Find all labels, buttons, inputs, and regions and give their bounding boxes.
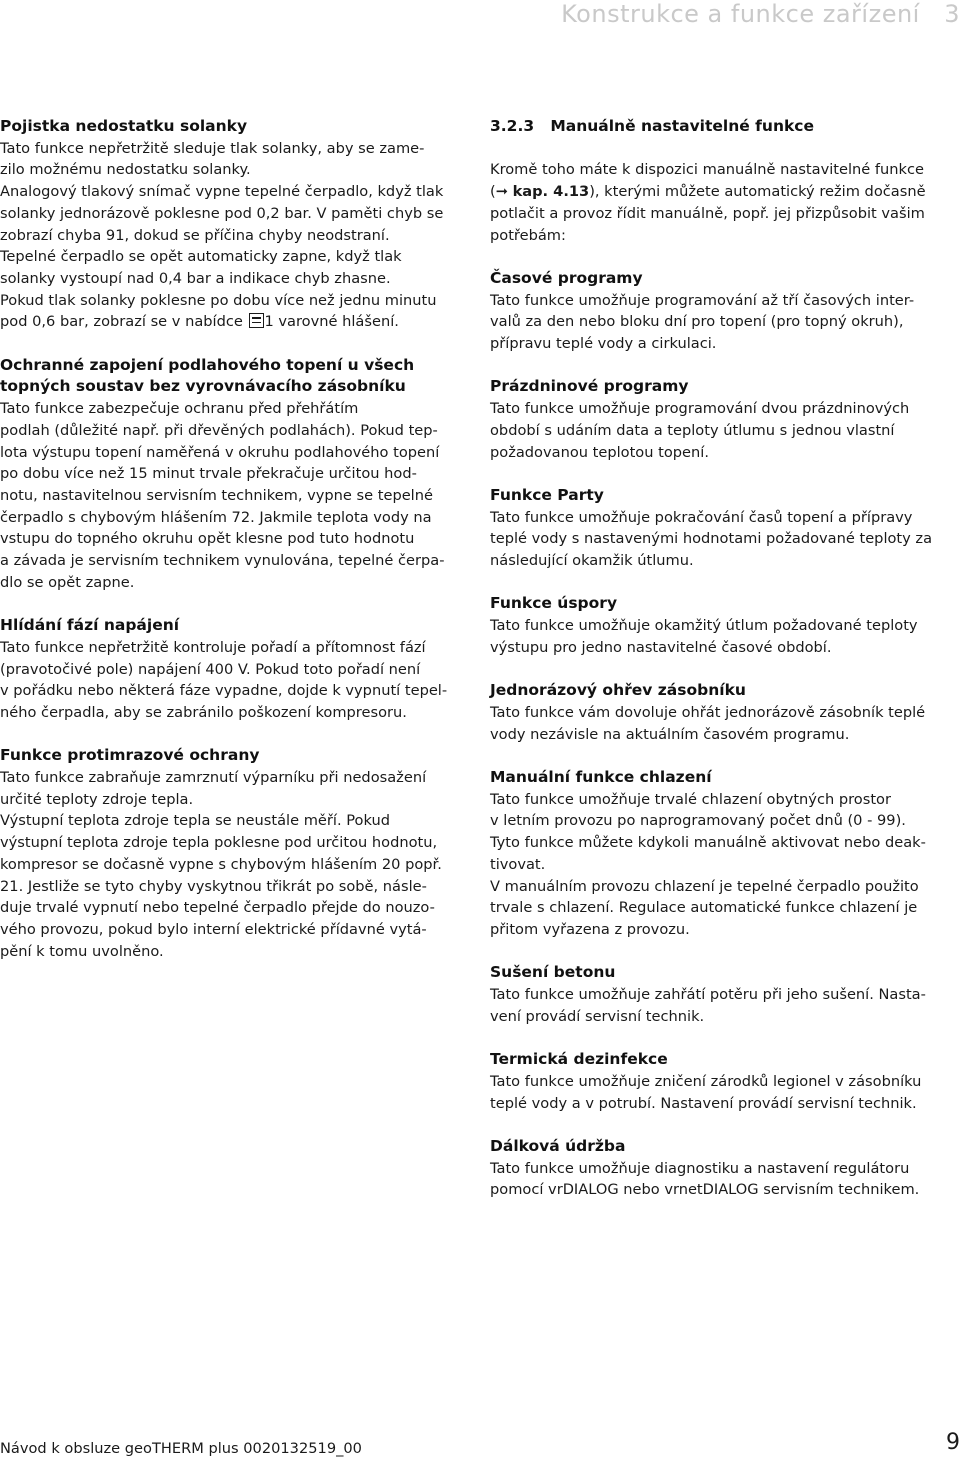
section-one-time-tank-heating	[490, 680, 960, 745]
section-heading: Sušení betonu	[490, 963, 616, 982]
text-line: zilo možnému nedostatku solanky.	[0, 161, 251, 179]
text-line: potřebám:	[490, 226, 566, 244]
section-body	[0, 138, 470, 333]
text-line: následující okamžik útlumu.	[490, 552, 694, 569]
section-manual-functions-intro	[490, 116, 960, 246]
section-remote-maintenance	[490, 1136, 960, 1201]
text-line: Tyto funkce můžete kdykoli manuálně aktivovat nebo deak-	[490, 834, 926, 852]
text-line: teplé vody a v potrubí. Nastavení provádí servisní technik.	[490, 1094, 917, 1112]
text-line: zobrazí chyba 91, dokud se příčina chyby neodstraní.	[0, 226, 390, 244]
section-thermal-disinfection	[490, 1049, 960, 1114]
text-fragment: pod 0,6 bar, zobrazí se v nabídce	[0, 313, 248, 331]
text-line: Tato funkce zabezpečuje ochranu před přehřátím	[0, 400, 359, 418]
chapter-reference: kap. 4.13	[512, 183, 590, 201]
text-line: kompresor se dočasně vypne s chybovým hlášením 20 popř.	[0, 855, 442, 873]
text-line: požadovanou teplotou topení.	[490, 443, 709, 461]
section-heading: Termická dezinfekce	[490, 1050, 668, 1069]
text-line: určité teploty zdroje tepla.	[0, 790, 194, 808]
text-line: Tato funkce umožňuje zničení zárodků legionel v zásobníku	[490, 1072, 922, 1090]
section-heading: Pojistka nedostatku solanky	[0, 117, 248, 135]
text-line: vody nezávisle na aktuálním časovém programu.	[490, 725, 850, 743]
text-line: Tato funkce umožňuje diagnostiku a nastavení regulátoru	[490, 1159, 910, 1177]
section-body	[0, 398, 470, 593]
text-line: lota výstupu topení naměřená v okruhu podlahového topení	[0, 443, 440, 461]
text-line: Kromě toho máte k dispozici manuálně nastavitelné funkce	[490, 161, 925, 179]
text-line: Tato funkce umožňuje programování až tří časových inter-	[490, 291, 915, 309]
section-body	[490, 984, 960, 1027]
text-line: 21. Jestliže se tyto chyby vyskytnou třikrát po sobě, násle-	[0, 877, 427, 895]
text-line: tivovat.	[490, 855, 546, 873]
text-line: podlah (důležité např. při dřevěných podlahách). Pokud tep-	[0, 421, 438, 439]
section-holiday-programs	[490, 376, 960, 463]
text-line: Tato funkce vám dovoluje ohřát jednorázově zásobník teplé	[490, 703, 926, 721]
text-line: přitom vyřazena z provozu.	[490, 920, 690, 938]
text-line: Tato funkce nepřetržitě kontroluje pořadí a přítomnost fází	[0, 638, 426, 656]
text-line: V manuálním provozu chlazení je tepelné čerpadlo použito	[490, 877, 919, 895]
text-line: čerpadlo s chybovým hlášením 72. Jakmile teplota vody na	[0, 508, 432, 526]
page-number: 9	[946, 1430, 960, 1455]
text-line: v letním provozu po naprogramovaný počet dnů (0 - 99).	[490, 812, 906, 830]
text-line: Analogový tlakový snímač vypne tepelné čerpadlo, když tlak	[0, 183, 444, 201]
text-line: ného čerpadla, aby se zabránilo poškození kompresoru.	[0, 703, 407, 721]
section-body	[0, 637, 470, 724]
section-heading	[0, 355, 470, 398]
text-line: Pokud tlak solanky poklesne po dobu více než jednu minutu	[0, 291, 437, 309]
text-line: vého provozu, pokud bylo interní elektrické přídavné vytá-	[0, 920, 427, 938]
section-party-function	[490, 485, 960, 572]
text-line: Výstupní teplota zdroje tepla se neustále měří. Pokud	[0, 812, 390, 830]
text-line: notu, nastavitelnou servisním technikem, vypne se tepelné	[0, 486, 433, 504]
text-line: potlačit a provoz řídit manuálně, popř. jej přizpůsobit vašim	[490, 204, 925, 222]
text-line: výstupní teplota zdroje tepla poklesne pod určitou hodnotu,	[0, 834, 438, 852]
section-body	[490, 290, 960, 355]
section-heading: Manuální funkce chlazení	[490, 767, 712, 786]
section-heading: Funkce úspory	[490, 594, 618, 613]
text-line: valů za den nebo bloku dní pro topení (pro topný okruh),	[490, 313, 904, 331]
section-heading: 3.2.3 Manuálně nastavitelné funkce	[490, 117, 814, 135]
text-line: (pravotočivé pole) napájení 400 V. Pokud toto pořadí není	[0, 660, 421, 678]
section-body	[490, 159, 960, 246]
text-line: Tato funkce umožňuje programování dvou prázdninových	[490, 400, 910, 418]
text-fragment: ), kterými můžete automatický režim dočasně	[589, 183, 926, 201]
section-heading: Jednorázový ohřev zásobníku	[490, 681, 746, 700]
left-column	[0, 116, 470, 984]
text-line: solanky vystoupí nad 0,4 bar a indikace chyb zhasne.	[0, 269, 391, 287]
heading-line: Ochranné zapojení podlahového topení u všech	[0, 355, 415, 374]
section-frost-protection	[0, 745, 470, 962]
text-line: pomocí vrDIALOG nebo vrnetDIALOG servisním technikem.	[490, 1181, 920, 1199]
text-line: výstupu pro jedno nastavitelné časové období.	[490, 638, 832, 656]
text-line: a závada je servisním technikem vynulována, tepelné čerpa-	[0, 552, 445, 570]
section-body	[490, 702, 960, 745]
footer-document-title: Návod k obsluze geoTHERM plus 0020132519_00	[0, 1440, 362, 1457]
page-header	[0, 0, 960, 30]
menu-list-icon	[249, 313, 264, 328]
text-line: přípravu teplé vody a cirkulaci.	[490, 335, 717, 352]
section-body	[490, 507, 960, 572]
text-line: Tato funkce umožňuje trvalé chlazení obytných prostor	[490, 790, 891, 808]
text-line: solanky jednorázově poklesne pod 0,2 bar. V paměti chyb se	[0, 204, 444, 222]
text-line: Tato funkce umožňuje zahřátí potěru při jeho sušení. Nasta-	[490, 986, 926, 1003]
text-line: Tato funkce umožňuje okamžitý útlum požadované teploty	[490, 617, 918, 635]
section-concrete-drying	[490, 962, 960, 1027]
text-line: vení provádí servisní technik.	[490, 1007, 705, 1025]
text-line: dlo se opět zapne.	[0, 573, 135, 591]
section-body	[490, 1158, 960, 1201]
header-title: Konstrukce a funkce zařízení 3	[561, 0, 960, 28]
text-fragment: 1 varovné hlášení.	[264, 313, 399, 331]
section-body	[490, 615, 960, 658]
text-line: vstupu do topného okruhu opět klesne pod tuto hodnotu	[0, 530, 415, 548]
section-heading: Funkce Party	[490, 485, 604, 504]
text-line	[0, 311, 470, 333]
text-line: Tato funkce umožňuje pokračování časů topení a přípravy	[490, 508, 913, 526]
section-body	[490, 398, 960, 463]
section-heading: Časové programy	[490, 268, 643, 287]
heading-line: topných soustav bez vyrovnávacího zásobníku	[0, 377, 406, 396]
section-body	[490, 789, 960, 941]
section-time-programs	[490, 268, 960, 355]
text-line: trvale s chlazení. Regulace automatické funkce chlazení je	[490, 899, 918, 917]
page-footer	[0, 1430, 960, 1466]
text-line: teplé vody s nastavenými hodnotami požadované teploty za	[490, 530, 933, 548]
right-column	[490, 116, 960, 1223]
section-heading: Dálková údržba	[490, 1136, 626, 1155]
text-line: pění k tomu uvolněno.	[0, 942, 164, 960]
text-line	[490, 181, 960, 203]
text-line: po dobu více než 15 minut trvale překračuje určitou hod-	[0, 465, 417, 483]
text-line: období s udáním data a teploty útlumu s jednou vlastní	[490, 421, 895, 439]
section-brine-protection	[0, 116, 470, 333]
section-heading: Prázdninové programy	[490, 377, 689, 396]
section-phase-monitoring	[0, 615, 470, 724]
section-manual-cooling	[490, 767, 960, 941]
text-line: v pořádku nebo některá fáze vypadne, dojde k vypnutí tepel-	[0, 682, 448, 700]
text-fragment: (➞	[490, 183, 513, 201]
section-heading: Hlídání fází napájení	[0, 616, 180, 635]
section-floor-heating-protection	[0, 355, 470, 594]
section-body	[0, 767, 470, 962]
text-line: Tato funkce nepřetržitě sleduje tlak solanky, aby se zame-	[0, 139, 425, 157]
section-body	[490, 1071, 960, 1114]
section-saving-function	[490, 593, 960, 658]
text-line: Tepelné čerpadlo se opět automaticky zapne, když tlak	[0, 248, 402, 266]
text-line: duje trvalé vypnutí nebo tepelné čerpadlo přejde do nouzo-	[0, 899, 435, 917]
section-heading: Funkce protimrazové ochrany	[0, 746, 260, 765]
text-line: Tato funkce zabraňuje zamrznutí výparníku při nedosažení	[0, 769, 427, 787]
